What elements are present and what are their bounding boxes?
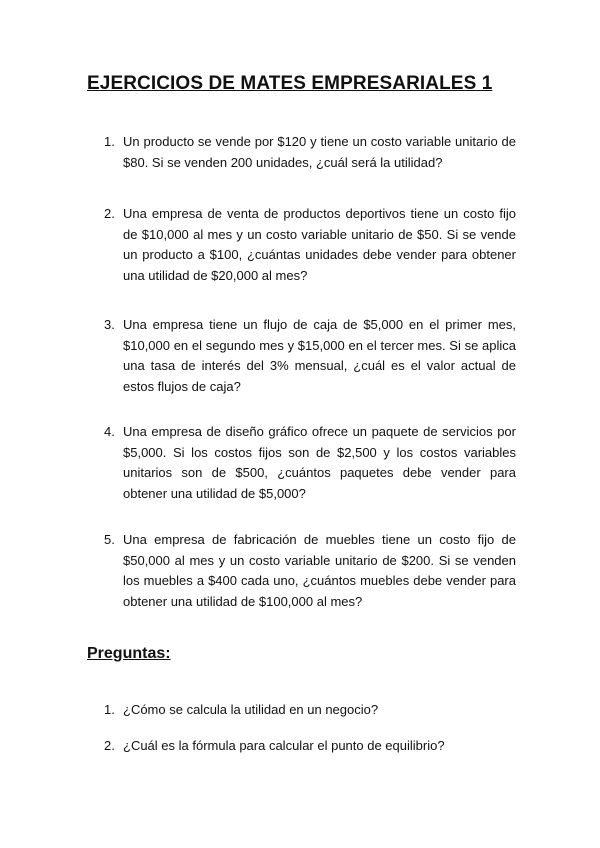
exercise-item [104,315,516,397]
exercise-number: 1. [104,134,115,149]
exercise-text: Una empresa de diseño gráfico ofrece un paquete de servicios por $5,000. Si los costos fijos son de $2,500 y los costos variables unitarios son de $500, ¿cuántos paquetes debe vender para obtener una utilidad de $5,000? [123,424,516,501]
question-number: 2. [104,738,115,753]
exercise-text: Una empresa tiene un flujo de caja de $5,000 en el primer mes, $10,000 en el segundo mes y $15,000 en el tercer mes. Si se aplica una tasa de interés del 3% mensual, ¿cuál es el valor actual de estos flujos de caja? [123,317,516,394]
exercise-number: 2. [104,206,115,221]
exercise-text: Una empresa de fabricación de muebles tiene un costo fijo de $50,000 al mes y un costo variable unitario de $200. Si se venden los muebles a $400 cada uno, ¿cuántos muebles debe vender para obtener una utilidad de $100,000 al mes? [123,532,516,609]
exercise-text: Una empresa de venta de productos deportivos tiene un costo fijo de $10,000 al mes y un costo variable unitario de $50. Si se vende un producto a $100, ¿cuántas unidades debe vender para obtener una utilidad de $20,000 al mes? [123,206,516,283]
question-number: 1. [104,702,115,717]
exercise-text: Un producto se vende por $120 y tiene un costo variable unitario de $80. Si se venden 200 unidades, ¿cuál será la utilidad? [123,134,516,170]
questions-heading: Preguntas: [87,645,171,662]
question-item [104,736,516,757]
document-title: EJERCICIOS DE MATES EMPRESARIALES 1 [87,73,493,94]
exercise-number: 3. [104,317,115,332]
question-item [104,700,516,721]
question-text: ¿Cuál es la fórmula para calcular el punto de equilibrio? [123,738,445,753]
exercise-item [104,422,516,504]
exercise-number: 5. [104,532,115,547]
question-text: ¿Cómo se calcula la utilidad en un negocio? [123,702,379,717]
exercise-item [104,132,516,173]
exercise-item [104,204,516,286]
exercise-number: 4. [104,424,115,439]
exercise-item [104,530,516,612]
